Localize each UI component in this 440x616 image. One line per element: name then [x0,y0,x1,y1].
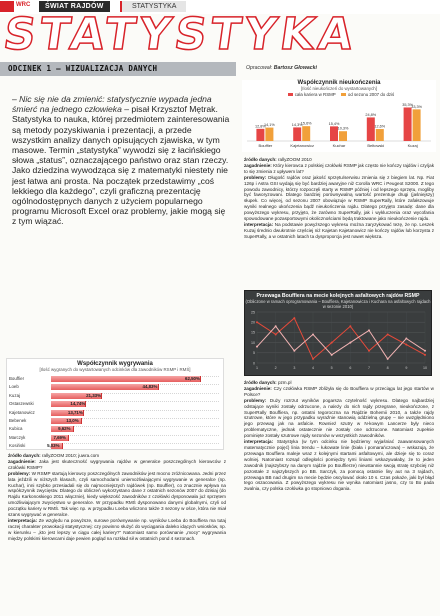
chart2-bar [265,128,273,141]
non-finish-chart [242,80,436,152]
chart1-value-label: 13,71% [67,409,83,415]
chart3-point [368,350,370,352]
chart3-y-tick: 5 [253,351,255,356]
p2-text: W RSMP startują kierowcy poszczególnych zawodników jest mocno zróżnicowana. Jedni przez lata jeździli w niższych klasach, czyli samochodami uniemożliwiającymi wygrywanie w generalce (np. Kuchar), inni szybko przesiadali się do najmocniejszych rajdówek (np. Bouffier), co znacznie wpływa na współczynnik zwycięstw. Dlatego do obliczeń wykorzystano dane z ostatnich sezonów 2007 do dzisiaj (do Rajdu Karkonoskiego 2011 włącznie), kiedy większość zawodników z czołówki dysponowała już sprzętem umożliwiającym zwycięstwo w generalce. W przypadku RMŚ dysponowano danymi globalnymi, czyli od początku kariery w RMŚ. Tak więc np. w przypadku Loeba wliczono także 3 sezony w ośce, która nie miał szans wygrywać w generalce. [8,470,226,518]
source2-value: rallyZOOM 2010; juwra.com [41,453,100,458]
chart3-x-tick: 8 [386,366,389,370]
chart1-row [7,409,225,417]
chart1-gridline [51,426,219,432]
source3-value: pzm.pl [277,380,292,385]
chart3-x-tick: 1 [256,366,258,370]
source2-label: źródło danych: [8,453,41,458]
source1-value: rallyZOOM 2010 [277,157,312,162]
chart3-x-tick: 10 [423,366,427,370]
chart1-category-label: Kosiński [9,443,26,449]
i1-text: Na podstawie powyższego wykresu można zaryzykować tezę, że np. Leszek Kuzaj średnio dwukrotnie częściej niż Kajetan Kajetanowicz nie kończy rajdów lub korzysta z SuperRally, a w ostatnich latach ta dysproporcja jest nawet większa. [244,221,434,239]
lead-quote: – Nic się nie da zmienić: statystycznie wypada jedna śmierć na jednego człowieka [12,94,212,115]
q2-label: zagadnienie: [8,458,36,464]
chart2-bar [404,107,412,141]
q3-text: Czy czołówka RSMP zbliżyła się do Bouffiera w przeciągu lat jego startów w Polsce? [244,385,434,397]
chart3-point [424,354,426,356]
q1-text: Który kierowca z polskiej czołówki RSMP jak często nie kończy rajdów i czy/jak to się zmienia z upływem lat? [244,162,434,174]
chart1-category-label: Bouffier [9,376,25,381]
chart3-point [331,342,333,344]
chart2-category-label: Kajetanowicz [290,143,314,148]
chart3-x-tick: 3 [293,366,296,370]
chart1-row [7,383,225,391]
chart3-title: Przewaga Bouffiera na mecie kolejnych asfaltowych rajdów RSMP [256,293,420,299]
chart3-point [387,358,389,360]
chart3-point [405,344,407,346]
chart2-plot [242,97,436,149]
chart3-point [293,317,295,319]
q2-text: Jaka jest skuteczność wygrywania rajdów w generalce poszczególnych kierowców z czołówki RSMP? [8,458,226,470]
chart1-category-label: Bebenek [9,418,27,423]
p1-text: Długość rajdów oraz jakość sprzętu/serwisu zmienia się z biegiem lat. Np. Fiat 126p i Astra GSI wydają się być bardziej awaryjne niż Corolla WRC i Peugeot S2000. Z tego powodu zawodnicy, którzy rozpoczęli starty w RSMP później i od lepszego sprzętu, mogliby być faworyzowani. Dlatego bardziej porównywalną wartość prezentuje drugi (jaśniejszy) słupek. Co więcej, od sezonu 2007 obowiązuje w RSMP SuperRally, które zafałszowuje wyniki realnego ukończenia bądź nieukończenia rajdu. Dlatego przyjęto zasadę: dane dla powyższego wykresu, przyjęto, że zarówno SuperRally, jak i wykluczenia oraz wycofania spowodowane pozasportowymi okolicznościami będą traktowane jako nieukończenie rajdu. [244,174,434,222]
chart3-subtitle: (Obliczone w ramach oprogramowania – Bouffiera, Kajetanowicza i Kuchara na asfaltowych rajdach w sezonie 2010) [245,299,431,309]
chart3-point [275,325,277,327]
chart1-value-label: 62,50% [185,376,200,381]
chart1-value-label: 5,03% [47,443,60,449]
p1-label: problemy: [244,174,267,180]
chart2-value-label: 12,6% [374,124,386,129]
chart3-point [349,325,351,327]
chart3-y-tick: 10 [251,340,255,345]
chart3-point [275,333,277,335]
win-rate-chart [6,358,224,450]
chart2-category-label: Kuzaj [407,143,418,148]
lead-text: – pisał Krzysztof Mętrak. Statystyka to nauka, której przedmiotem zainteresowania są metody pozyskiwania i prezentacji, a przede wszystkim analizy danych opisujących zjawiska, w tym masowe. Termin „statystyka” wywodzi się z łacińskiego słowa „status”, oznaczającego państwo oraz stan rzeczy. Jako dziedzina wywodząca się z matematyki niestety nie jest łatwa ani prosta. Na początek przedstawimy „coś lekkiego dla każdego”, czyli graficzną prezentację ogólnodostępnych danych z użyciem popularnego programu Microsoft Excel oraz problemy, jakie mogą się z tym wiązać. [12,104,230,227]
chart3-x-tick: 4 [312,366,314,370]
chart1-row [7,375,225,383]
chart1-gridline [51,435,219,441]
chart1-row [7,417,225,425]
p3-text: Duży rozrzut wyników pogarsza czytelność wykresu. Dlatego najbardziej odstające wyniki zostały odrzucone, a należy do nich rajdy przegrane, nieukończone, z SuperRally Bouffiera, np. ostatni tegoroczna na Rajdzie Bohemii 2010, a także rajdy szutrowe, które w jego przypadku wyraźnie stanowią oddzielną grupę – nie uwzględniono jego przewag jak na asfalcie. Rownież szutry w N-kowym Lancerze były nieco problematyczne, jednak ostatecznie nie zostały one odrzucone. Natomiast zupełnie pominięte zostały szutrowe rajdy sezonów w wszystkich zawodników. [244,397,434,439]
chart3-point [256,321,258,323]
i3-label: interpretacja: [244,439,274,445]
chart2-value-label: 14,1% [264,123,275,128]
section-tab: ŚWIAT RAJDÓW [39,1,110,12]
i3-text: Statystyka (w tym odcinku nie będziemy wyjaśniać zaawansowanych matematycznie pojęć) linia trendu – łukowate linie (biała i pomarańczowa) – wskazują, że przewaga Bouffiera maleje wraz z kolejnymi startami asfaltowymi, ale dzieje się to coraz wolniej. Natomiast rozsąd odległości pomiędzy tymi liniami wskazywałaby, że to jeden zawodnik (najszybszy na danym rajdzie po Bouffierze) nieustannie swoją stratę szybciej niż pozostałe 2 najszybszych po BB. Sarczyk, za pomocą ostatnie liny aut na 3 rajdach, przewaga BB nad drugim na mecie będzie oscylować około 10 s. Czas pokaże, jaki był błąd tego oszacowania. Z powyższego wykresu nie wynika natomiast jasno, czy to Bo pada zwalnia, czy polska czołówka go stopniowo dogania. [244,439,435,492]
chart2-category-label: Bouffier [258,143,273,148]
chart2-value-label: 33,3% [411,104,422,109]
subsection-tab: STATYSTYKA [120,1,186,12]
chart3-x-tick: 2 [274,366,277,370]
chart1-value-label: 21,33% [86,392,102,398]
text-block-1 [244,157,434,240]
chart3-point [424,350,426,352]
chart3-point [349,342,351,344]
byline-label: Opracował: [246,65,273,71]
chart3-y-tick: 20 [251,320,255,325]
chart1-row [7,425,225,433]
chart2-bar [293,127,301,141]
chart2-category-label: Kuchar [332,143,346,148]
chart2-title: Współczynnik nieukończenia [297,80,381,86]
lead-paragraph [12,94,230,227]
legend-swatch-1 [288,93,293,96]
chart3-y-tick: 25 [251,310,255,315]
p2-label: problemy: [8,470,31,476]
page-title: STATYSTYKA [0,9,361,60]
chart3-point [312,333,314,335]
q3-label: zagadnienie: [244,385,272,391]
chart2-bar [256,129,264,141]
byline [246,65,317,71]
chart3-point [368,329,370,331]
q1-label: zagadnienie: [244,162,272,168]
chart2-bar [376,129,384,141]
chart1-category-label: Kuzaj [9,392,20,398]
p3-label: problemy: [244,397,267,403]
chart1-row [7,400,225,408]
chart1-value-label: 44,83% [142,384,158,390]
chart1-value-label: 14,74% [70,401,86,407]
chart3-x-tick: 6 [349,366,352,370]
advantage-chart [244,290,432,376]
chart3-x-tick: 5 [330,366,333,370]
i1-label: interpretacja: [244,221,274,227]
chart2-bar [413,109,421,141]
chart3-x-tick: 9 [405,366,408,370]
brand-name: WRC [16,2,31,8]
chart1-row [7,392,225,400]
text-block-2 [8,453,226,542]
legend-label-2: od sezonu 2007 do dziś [347,92,395,97]
chart1-category-label: Kajetanowicz [9,409,35,415]
source1-label: źródło danych: [244,157,277,162]
chart2-value-label: 15,6% [300,121,312,126]
legend-swatch-2 [341,93,346,96]
chart2-category-label: Bełtowski [367,143,385,148]
chart2-bar [367,117,375,141]
chart1-row [7,434,225,442]
chart3-plot [245,309,431,373]
chart3-point [405,338,407,340]
chart1-category-label: Loeb [9,384,19,390]
chart2-subtitle: [Ilość nieukończeń do wystartowanych] [301,86,377,91]
chart1-category-label: Marczyk [9,434,26,440]
chart2-value-label: 35,3% [402,102,413,107]
chart2-value-label: 15,4% [328,121,340,126]
chart2-bar [339,131,347,141]
i2-text: Ze względu na powyższe, surowe porównywanie np. wyników Loeba do Bouffiera ma tutaj raczej charakter prowokacji statystycznej: czy powinno służyć do wyciągania daleko idących wniosków, np. w kierunku – „kto jest lepszy w ciągu całej kariery?” Natomiast samo porównanie „mocy” wygrywania między polskimi kierowcami daje pewien pogląd na rozkład sił w ostatnich pond 4 sezonach. [8,517,227,541]
chart1-value-label: 13,0% [66,418,79,423]
chart2-value-label: 12,8% [255,124,266,129]
chart1-value-label: 7,69% [53,434,66,440]
chart2-value-label: 14,3% [291,122,303,127]
chart3-y-tick: 15 [251,330,255,335]
chart1-category-label: Kubica [9,426,23,432]
chart1-category-label: Ostaszewski [9,401,34,407]
chart3-point [331,354,333,356]
chart3-x-tick: 7 [368,366,370,370]
text-block-3 [244,380,434,492]
source3-label: źródło danych: [244,380,277,385]
chart1-title: Współczynnik wygrywania [77,361,153,367]
chart2-value-label: 10,3% [337,126,349,131]
chart1-bar [51,376,201,382]
chart3-point [312,358,314,360]
chart1-row [7,442,225,450]
i2-label: interpretacja: [8,517,38,523]
chart1-value-label: 9,62% [58,426,71,432]
chart1-gridline [51,443,219,449]
chart2-value-label: 24,8% [365,112,377,117]
legend-label-1: cała kariera w RSMP [294,92,336,97]
chart3-y-tick: 0 [253,361,255,366]
chart1-subtitle: [Ilość wygranych do wystartowanych odcinków dla zawodników RSMP i RMŚ] [39,367,191,372]
chart2-bar [302,126,310,141]
chart3-point [387,333,389,335]
episode-bar: ODCINEK 1 – WIZUALIZACJA DANYCH [0,62,236,76]
chart3-point [293,350,295,352]
chart3-point [256,346,258,348]
byline-author: Bartosz Głowacki [273,65,317,71]
